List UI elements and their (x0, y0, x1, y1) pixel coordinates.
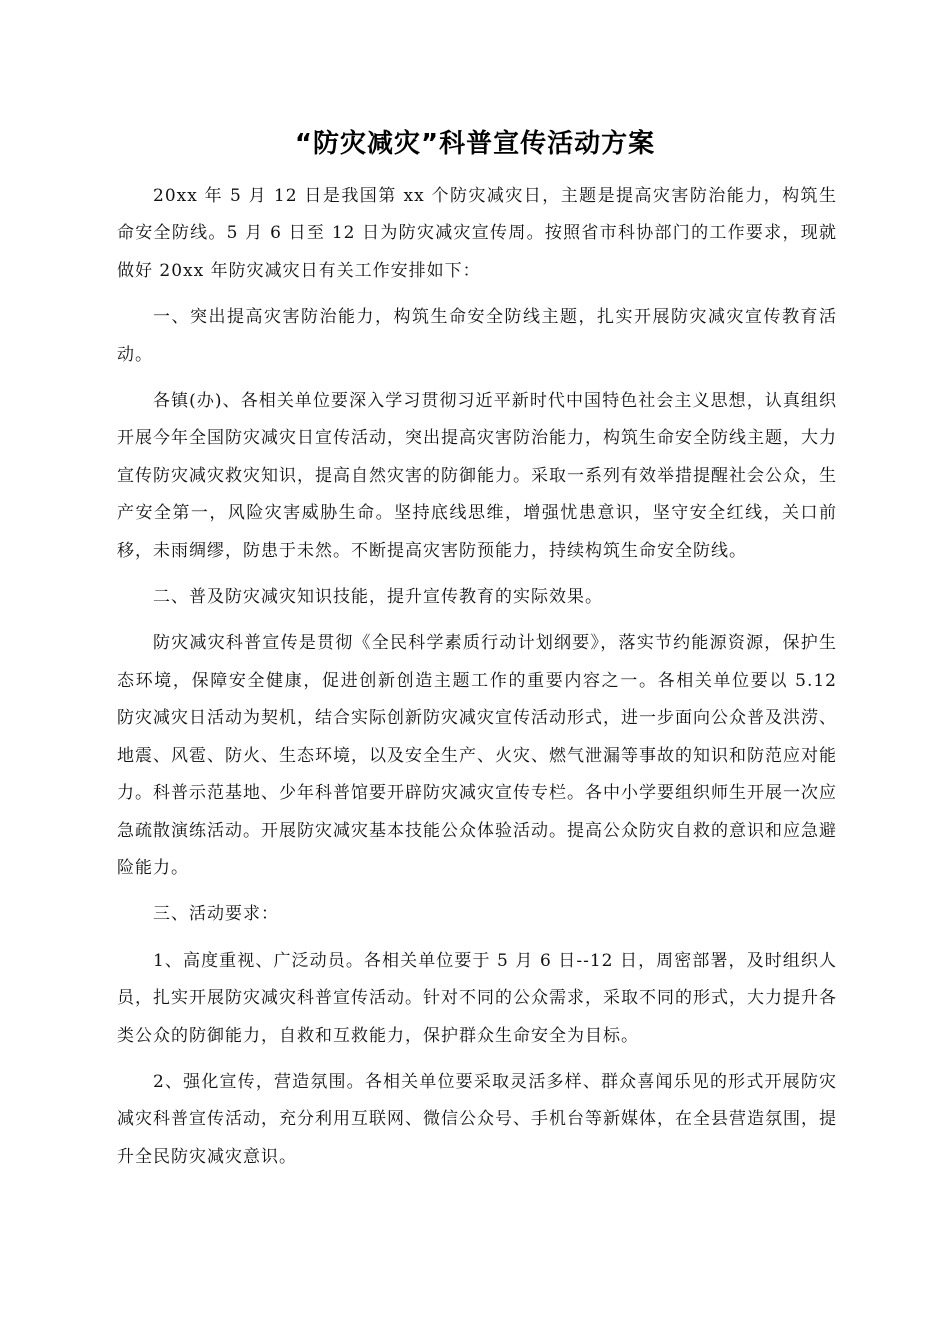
requirement-item-2: 2、强化宣传，营造氛围。各相关单位要采取灵活多样、群众喜闻乐见的形式开展防灾减灾科普宣传活动，充分利用互联网、微信公众号、手机台等新媒体，在全县营造氛围，提升全民防灾减灾意识。 (117, 1071, 837, 1167)
paragraph-intro: 20xx 年 5 月 12 日是我国第 xx 个防灾减灾日，主题是提高灾害防治能力，构筑生命安全防线。5 月 6 日至 12 日为防灾减灾宣传周。按照省市科协部门的工作要求，现就做好 20xx 年防灾减灾日有关工作安排如下： (117, 186, 837, 281)
document-body (117, 178, 837, 1185)
section-heading-3: 三、活动要求： (153, 904, 279, 925)
paragraph-section-1: 各镇(办)、各相关单位要深入学习贯彻习近平新时代中国特色社会主义思想，认真组织开展今年全国防灾减灾日宣传活动，突出提高灾害防治能力，构筑生命安全防线主题，大力宣传防灾减灾救灾知识，提高自然灾害的防御能力。采取一系列有效举措提醒社会公众，生产安全第一，风险灾害威胁生命。坚持底线思维，增强忧患意识，坚守安全红线，关口前移，未雨绸缪，防患于未然。不断提高灾害防预能力，持续构筑生命安全防线。 (117, 391, 837, 561)
paragraph-section-2: 防灾减灾科普宣传是贯彻《全民科学素质行动计划纲要》，落实节约能源资源，保护生态环境，保障安全健康，促进创新创造主题工作的重要内容之一。各相关单位要以 5.12 防灾减灾日活动为契机，结合实际创新防灾减灾宣传活动形式，进一步面向公众普及洪涝、地震、风雹、防火、生态环境，以及安全生产、火灾、燃气泄漏等事故的知识和防范应对能力。科普示范基地、少年科普馆要开辟防灾减灾宣传专栏。各中小学要组织师生开展一次应急疏散演练活动。开展防灾减灾基本技能公众体验活动。提高公众防灾自救的意识和应急避险能力。 (117, 633, 837, 878)
requirement-item-1: 1、高度重视、广泛动员。各相关单位要于 5 月 6 日--12 日，周密部署，及时组织人员，扎实开展防灾减灾科普宣传活动。针对不同的公众需求，采取不同的形式，大力提升各类公众的防御能力，自救和互救能力，保护群众生命安全为目标。 (117, 950, 837, 1046)
section-heading-1: 一、突出提高灾害防治能力，构筑生命安全防线主题，扎实开展防灾减灾宣传教育活动。 (117, 307, 837, 365)
document-title: “防灾减灾”科普宣传活动方案 (294, 129, 656, 159)
section-heading-2: 二、普及防灾减灾知识技能，提升宣传教育的实际效果。 (153, 587, 603, 608)
